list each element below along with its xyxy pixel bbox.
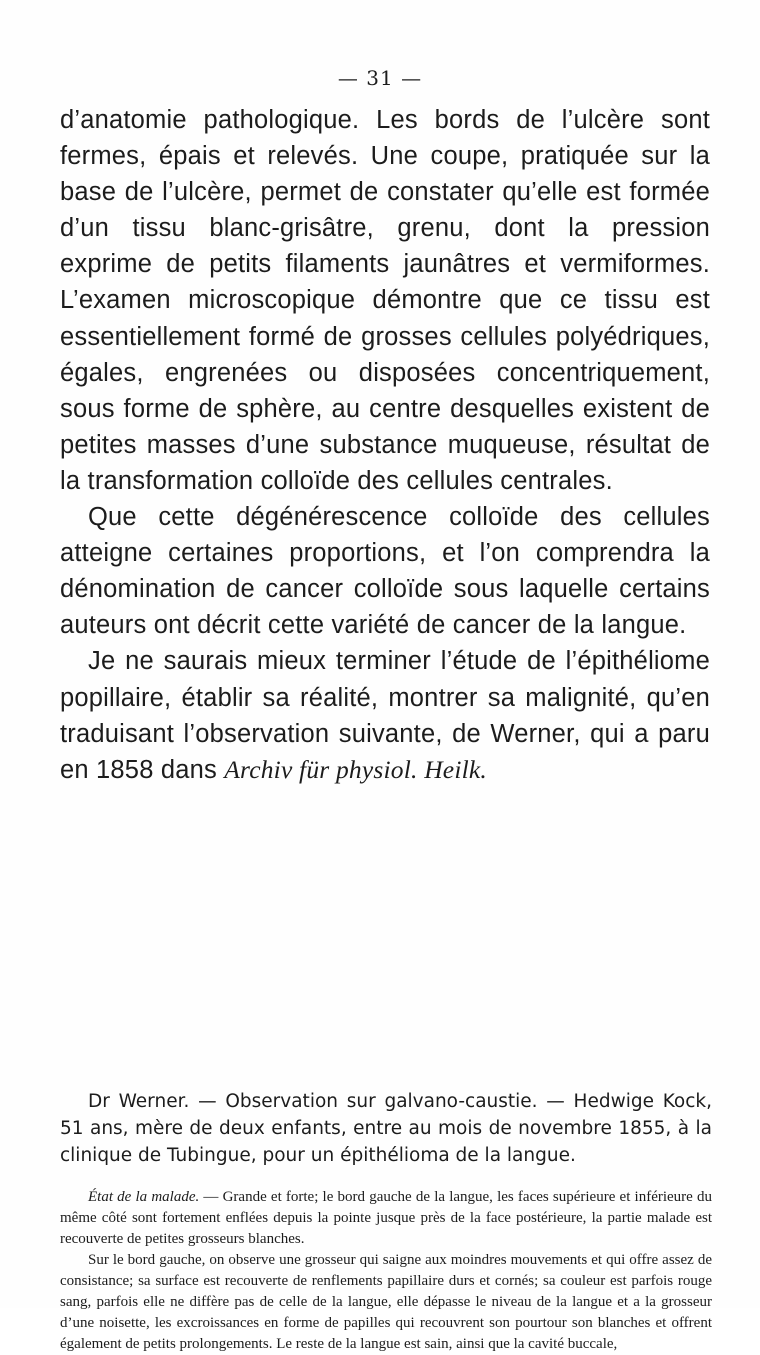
observation-body [60, 1187, 712, 1355]
observation-header: Dr Werner. — Observation sur galvano-caustie. — Hedwige Kock, 51 ans, mère de deux enfants, entre au mois de novembre 1855, à la clinique de Tubingue, pour un épithélioma de la langue. [60, 1091, 712, 1166]
main-text [60, 102, 710, 788]
paragraph-werner-intro-text: Je ne saurais mieux terminer l’étude de l’épithéliome popillaire, établir sa réalité, montrer sa malignité, qu’en traduisant l’observation suivante, de Werner, qui a paru en 1858 dans [60, 647, 710, 784]
observation-patient-state [60, 1187, 712, 1250]
page-number: — 31 — [337, 66, 423, 90]
paragraph-anatomy: d’anatomie pathologique. Les bords de l’ulcère sont fermes, épais et relevés. Une coupe, pratiquée sur la base de l’ulcère, permet de constater qu’elle est formée d’un tissu blanc-grisâtre, grenu, dont la pression exprime de petits filaments jaunâtres et vermiformes. L’examen microscopique démontre que ce tissu est essentiellement formé de grosses cellules polyédriques, égales, engrenées ou disposées concentriquement, sous forme de sphère, au centre desquelles existent de petites masses d’une substance muqueuse, résultat de la transformation colloïde des cellules centrales. [60, 106, 710, 495]
paragraph-colloid-degeneration: Que cette dégénérescence colloïde des cellules atteigne certaines proportions, et l’on comprendra la dénomination de cancer colloïde sous laquelle certains auteurs ont décrit cette variété de cancer de la langue. [60, 503, 710, 640]
paragraph-werner-intro [60, 643, 710, 787]
observation-state-text: — Grande et forte; le bord gauche de la langue, les faces supérieure et inférieure du même côté sont fortement enflées depuis la pointe jusque près de la face postérieure, la partie malade est recouverte de petites grosseurs blanches. [60, 1189, 713, 1247]
observation-state-label: État de la malade. [88, 1189, 200, 1205]
journal-title: Archiv für physiol. Heilk. [224, 754, 487, 784]
observation-left-edge: Sur le bord gauche, on observe une grosseur qui saigne aux moindres mouvements et qui offre assez de consistance; sa surface est recouverte de renflements papillaire durs et cornés; sa couleur est parfois rouge sang, parfois elle ne diffère pas de celle de la langue, elle dépasse le niveau de la langue et a la grosseur d’une noisette, les excroissances en forme de papilles qui recouvrent son pourtour son blanches et offrent également de petits prolongements. Le reste de la langue est sain, ainsi que la cavité buccale, [60, 1252, 712, 1352]
